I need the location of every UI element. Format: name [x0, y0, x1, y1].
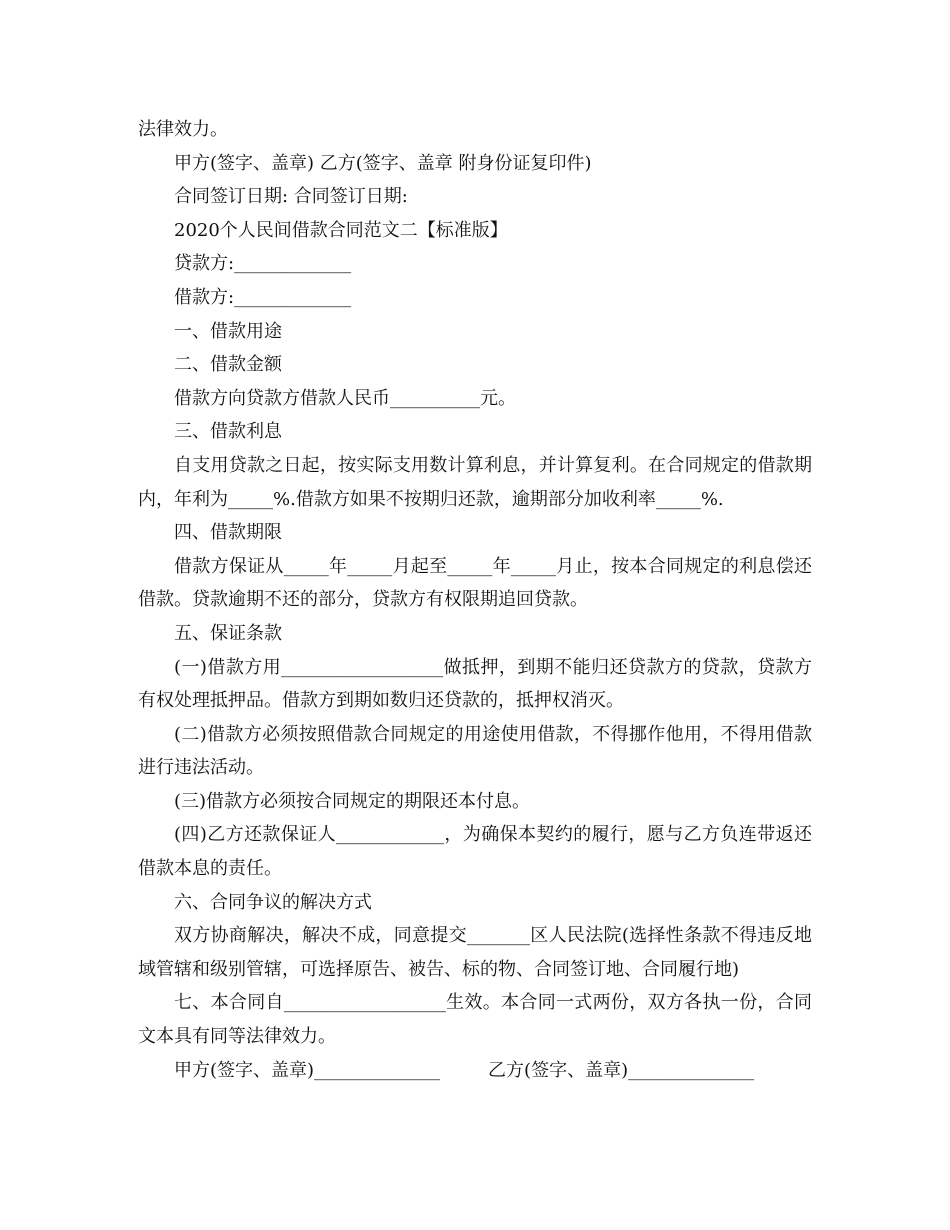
loan-interest-text: 自支用贷款之日起，按实际支用数计算利息，并计算复利。在合同规定的借款期内，年利为_____%.借款方如果不按期归还款，逾期部分加收利率_____%. — [138, 454, 812, 510]
heading-loan-term: 四、借款期限 — [174, 522, 282, 544]
guarantee-clause-2: (二)借款方必须按照借款合同规定的用途使用借款，不得挪作他用，不得用借款进行违法活动。 — [138, 723, 812, 779]
guarantee-clause-4: (四)乙方还款保证人____________，为确保本契约的履行，愿与乙方负连带返还借款本息的责任。 — [138, 824, 812, 880]
text-line-1: 甲方(签字、盖章) 乙方(签字、盖章 附身份证复印件) — [174, 152, 592, 174]
effective-clause: 七、本合同自__________________生效。本合同一式两份，双方各执一份，合同文本具有同等法律效力。 — [138, 992, 812, 1048]
loan-term-text: 借款方保证从_____年_____月起至_____年_____月止，按本合同规定的利息偿还借款。贷款逾期不还的部分，贷款方有权限期追回贷款。 — [138, 555, 812, 611]
loan-amount-text: 借款方向贷款方借款人民币__________元。 — [174, 387, 516, 409]
heading-dispute: 六、合同争议的解决方式 — [174, 891, 372, 913]
guarantee-clause-1: (一)借款方用__________________做抵押，到期不能归还贷款方的贷款，贷款方有权处理抵押品。借款方到期如数归还贷款的，抵押权消灭。 — [138, 656, 812, 712]
document-body — [138, 113, 812, 1087]
text-line-0: 法律效力。 — [138, 119, 228, 140]
borrower-line: 借款方:_____________ — [174, 286, 352, 308]
heading-loan-purpose: 一、借款用途 — [174, 320, 282, 342]
lender-line: 贷款方:_____________ — [174, 253, 352, 275]
guarantee-clause-3: (三)借款方必须按合同规定的期限还本付息。 — [174, 790, 531, 812]
heading-loan-interest: 三、借款利息 — [174, 421, 282, 443]
section-title: 2020个人民间借款合同范文二【标准版】 — [174, 219, 508, 241]
dispute-text: 双方协商解决，解决不成，同意提交_______区人民法院(选择性条款不得违反地域管辖和级别管辖，可选择原告、被告、标的物、合同签订地、合同履行地) — [138, 925, 812, 980]
signature-row — [138, 1054, 812, 1088]
heading-loan-amount: 二、借款金额 — [174, 354, 282, 376]
party-a-signature: 甲方(签字、盖章)______________ — [174, 1059, 441, 1081]
text-line-2: 合同签订日期: 合同签订日期: — [174, 186, 408, 208]
heading-guarantee: 五、保证条款 — [174, 622, 282, 644]
party-b-signature: 乙方(签字、盖章)______________ — [488, 1059, 755, 1081]
